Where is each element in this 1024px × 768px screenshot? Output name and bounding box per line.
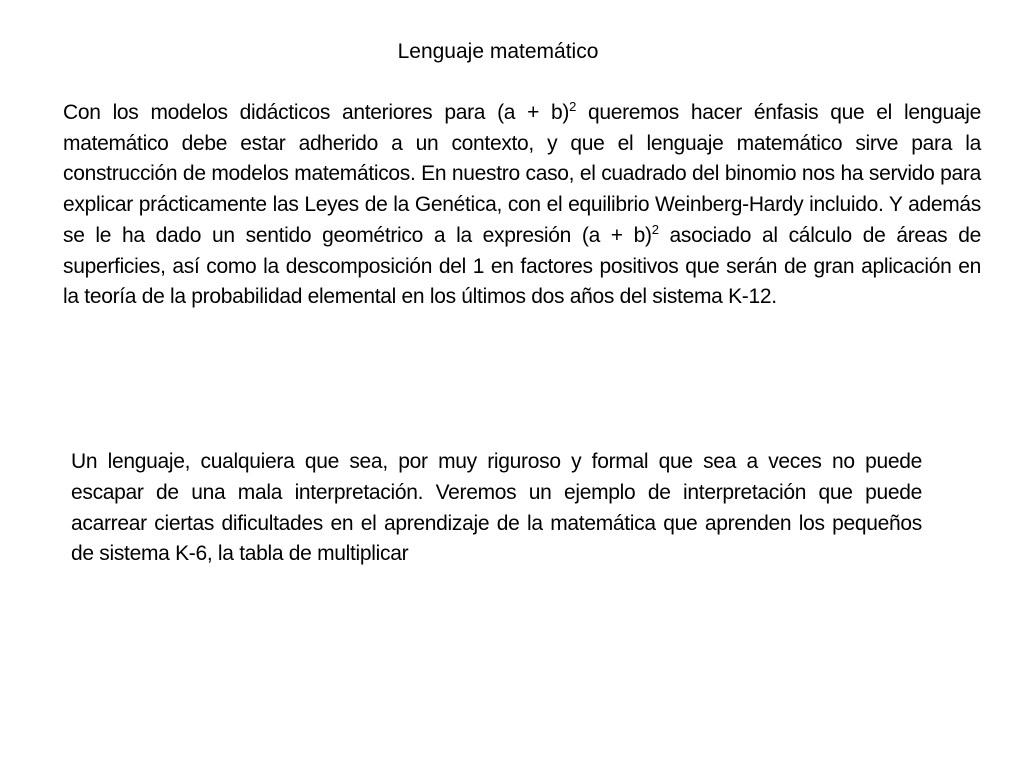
exponent-1: 2: [569, 99, 577, 114]
slide-title: Lenguaje matemático: [397, 40, 599, 63]
exponent-2: 2: [651, 221, 659, 237]
paragraph-1-part-2: queremos hacer énfasis que el lenguaje matemático debe estar adherido a un contexto, y que el lenguaje matemático sirve para la construcción de modelos matemáticos. En nuestro caso, el cuadrado del binomio nos ha servido para explicar prácticamente las Leyes de la Genética, con el equilibrio Weinberg-Hardy incluido. Y además se le ha dado un sentido geométrico a la expresión (a + b): [63, 101, 981, 247]
paragraph-1: [63, 98, 981, 313]
paragraph-2: Un lenguaje, cualquiera que sea, por muy riguroso y formal que sea a veces no puede escapar de una mala interpretación. Veremos un ejemplo de interpretación que puede acarrear ciertas dificultades en el aprendizaje de la matemática que aprenden los pequeños de sistema K-6, la tabla de multiplicar: [71, 450, 922, 566]
paragraph-1-part-3: asociado al cálculo de áreas de superficies, así como la descomposición del 1 en factores positivos que serán de gran aplicación en la teoría de la probabilidad elemental en los últimos dos años del sistema K-12.: [63, 223, 981, 309]
paragraph-1-part-1: Con los modelos didácticos anteriores para (a + b): [63, 101, 570, 124]
